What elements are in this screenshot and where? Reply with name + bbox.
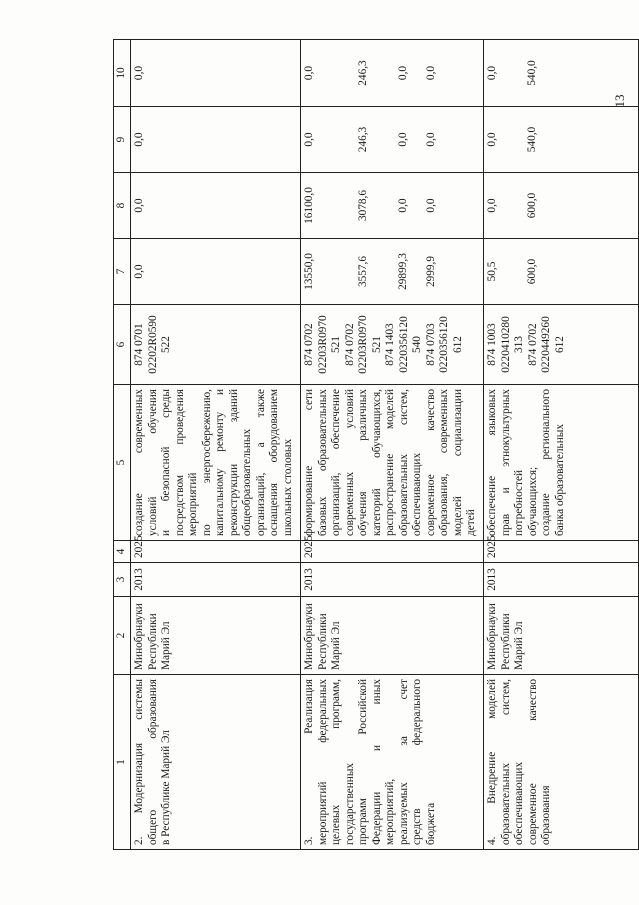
result-line: формирование сети	[303, 389, 315, 536]
amount-value: 600,0	[526, 192, 538, 219]
result-line: по энергосбережению,	[200, 389, 213, 536]
executor-cell	[131, 597, 301, 675]
amount-value: 0,0	[397, 132, 409, 147]
start-year-cell: 2013	[301, 563, 484, 597]
budget-code-line: 612	[451, 336, 464, 353]
amount-value: 0,0	[133, 65, 145, 81]
amount-value: 0,0	[133, 198, 145, 213]
activity-name-line: мероприятий федеральных	[316, 679, 329, 845]
col-header-8: 8	[114, 173, 131, 239]
col-header-5: 5	[114, 385, 131, 541]
budget-code-line: 874 0702	[343, 323, 356, 366]
amount-value: 2999,9	[425, 255, 437, 288]
value-cell-col9	[301, 107, 484, 173]
table-row	[484, 40, 639, 850]
executor-line: Минобрнауки	[303, 603, 315, 670]
result-line: потребностей	[513, 469, 525, 536]
amount-value: 0,0	[486, 132, 498, 147]
result-line: капитальному ремонту и	[214, 389, 226, 536]
budget-code-line: 0220410280	[499, 316, 512, 373]
amount-value: 540,0	[526, 126, 538, 153]
result-line: обеспечивающих	[411, 452, 423, 536]
amount-value: 50,5	[486, 261, 498, 282]
result-line: современное качество	[424, 389, 437, 536]
amount-value: 3557,6	[357, 255, 369, 288]
amount-value: 0,0	[425, 65, 437, 81]
activity-name-line: образовательных систем,	[499, 679, 512, 845]
budget-code-line: 522	[160, 336, 172, 353]
result-line: категорий обучающихся,	[370, 389, 383, 536]
budget-code-line: 0220356120	[438, 316, 450, 373]
executor-line: Марий Эл	[160, 621, 172, 670]
amount-value: 29899,3	[397, 253, 409, 290]
table-row	[301, 40, 484, 850]
value-cell-col8	[301, 173, 484, 239]
result-line: распространение моделей	[384, 389, 396, 536]
table-row	[131, 40, 301, 850]
value-cell-col10	[131, 40, 301, 107]
result-line: мероприятий	[187, 472, 199, 536]
value-cell-col8	[131, 173, 301, 239]
amount-value: 540,0	[526, 60, 538, 86]
col-header-10: 10	[114, 40, 131, 107]
budget-code-line: 874 0701	[133, 323, 145, 366]
activity-name-line: государственных	[343, 762, 356, 845]
activity-name-cell	[131, 675, 301, 850]
col-header-6: 6	[114, 305, 131, 385]
amount-value: 16100,0	[303, 187, 315, 224]
executor-line: Республики	[499, 613, 512, 670]
amount-value: 0,0	[425, 132, 437, 147]
activity-name-line: обеспечивающих	[513, 761, 525, 845]
result-line: общеобразовательных	[241, 428, 253, 536]
result-line: и безопасной среды	[160, 389, 172, 536]
col-header-1: 1	[114, 675, 131, 850]
budget-code-line: 612	[553, 336, 566, 353]
result-line: организаций, обеспечение	[330, 389, 342, 536]
result-line: обучающихся;	[526, 466, 539, 536]
activity-name-line: бюджета	[424, 802, 437, 845]
end-year-cell: 2025	[301, 541, 484, 563]
expected-result-cell	[484, 385, 639, 541]
executor-line: Марий Эл	[330, 621, 342, 670]
header-row	[114, 40, 131, 850]
budget-code-line: 02203R0970	[316, 315, 329, 374]
amount-value: 0,0	[425, 198, 437, 213]
budget-code-line: 874 1003	[486, 323, 498, 366]
budget-code-cell	[484, 305, 639, 385]
executor-line: Минобрнауки	[486, 603, 498, 670]
executor-line: Марий Эл	[513, 621, 525, 670]
end-year-cell: 2025	[484, 541, 639, 563]
amount-value: 0,0	[303, 132, 315, 147]
activity-name-cell	[484, 675, 639, 850]
budget-code-line: 313	[513, 336, 525, 353]
col-header-9: 9	[114, 107, 131, 173]
value-cell-col10	[301, 40, 484, 107]
program-table	[113, 39, 639, 850]
executor-line: Республики	[146, 613, 159, 670]
result-line: создание современных	[133, 389, 145, 536]
activity-name-line: реализуемых за счет	[397, 679, 410, 845]
expected-result-cell	[131, 385, 301, 541]
budget-code-line: 521	[370, 336, 383, 353]
activity-name-line: современное качество	[526, 679, 539, 845]
result-line: образовательных систем,	[397, 389, 410, 536]
result-line: реконструкции зданий	[227, 389, 240, 536]
result-line: обучения различных	[357, 389, 369, 536]
result-line: школьных столовых	[281, 438, 294, 536]
result-line: оснащения оборудованием	[268, 389, 280, 536]
budget-code-cell	[131, 305, 301, 385]
start-year-cell: 2013	[484, 563, 639, 597]
activity-name-cell	[301, 675, 484, 850]
activity-name-line: 3. Реализация	[303, 679, 315, 845]
activity-name-line: мероприятий,	[384, 778, 396, 845]
activity-name-line: Федерации и иных	[370, 679, 383, 845]
activity-name-line: образования	[540, 785, 552, 845]
amount-value: 0,0	[486, 198, 498, 213]
value-cell-col7	[301, 239, 484, 305]
amount-value: 0,0	[133, 264, 145, 279]
budget-code-line: 0220356120	[397, 316, 410, 373]
budget-code-line: 874 0702	[303, 323, 315, 366]
col-header-2: 2	[114, 597, 131, 675]
budget-code-line: 0220449260	[540, 316, 552, 373]
result-line: обеспечение языковых	[486, 389, 498, 536]
executor-cell	[301, 597, 484, 675]
budget-code-line: 874 0702	[526, 323, 539, 366]
executor-cell	[484, 597, 639, 675]
result-line: посредством проведения	[173, 389, 186, 536]
value-cell-col10	[484, 40, 639, 107]
executor-line: Минобрнауки	[133, 603, 145, 670]
result-line: условий обучения	[146, 389, 159, 536]
value-cell-col8	[484, 173, 639, 239]
amount-value: 600,0	[526, 258, 538, 285]
result-line: образования, современных	[438, 389, 450, 536]
activity-name-line: в Республике Марий Эл	[160, 730, 172, 845]
amount-value: 0,0	[397, 198, 409, 213]
col-header-7: 7	[114, 239, 131, 305]
rotated-table-wrapper	[113, 40, 639, 850]
result-line: прав и этнокультурных	[499, 389, 512, 536]
page-number: 13	[612, 94, 627, 108]
budget-code-line: 02203R0970	[357, 315, 369, 374]
activity-name-line: средств федерального	[411, 679, 423, 845]
amount-value: 13550,0	[303, 253, 315, 290]
amount-value: 3078,6	[357, 189, 369, 222]
result-line: банка образовательных	[553, 424, 566, 536]
end-year-cell: 2025	[131, 541, 301, 563]
amount-value: 0,0	[486, 65, 498, 81]
budget-code-line: 521	[330, 336, 342, 353]
activity-name-line: 4. Внедрение моделей	[486, 679, 498, 845]
amount-value: 0,0	[397, 65, 409, 81]
budget-code-line: 874 0703	[424, 323, 437, 366]
amount-value: 0,0	[133, 132, 145, 147]
expected-result-cell	[301, 385, 484, 541]
result-line: организаций, а также	[254, 389, 267, 536]
amount-value: 0,0	[303, 65, 315, 81]
executor-line: Республики	[316, 613, 329, 670]
result-line: детей	[465, 509, 477, 536]
start-year-cell: 2013	[131, 563, 301, 597]
value-cell-col7	[131, 239, 301, 305]
value-cell-col7	[484, 239, 639, 305]
col-header-3: 3	[114, 563, 131, 597]
activity-name-line: целевых программ,	[330, 679, 342, 845]
result-line: современных условий	[343, 389, 356, 536]
amount-value: 246,3	[357, 60, 369, 86]
value-cell-col9	[484, 107, 639, 173]
result-line: базовых образовательных	[316, 389, 329, 536]
result-line: создание регионального	[540, 389, 552, 536]
activity-name-line: общего образования	[146, 679, 159, 845]
activity-name-line: программ Российской	[357, 679, 369, 845]
col-header-4: 4	[114, 541, 131, 563]
value-cell-col9	[131, 107, 301, 173]
budget-code-line: 02202R0590	[146, 315, 159, 374]
budget-code-line: 540	[411, 336, 423, 353]
activity-name-line: 2. Модернизация системы	[133, 679, 145, 845]
result-line: моделей социализации	[451, 389, 464, 536]
budget-code-cell	[301, 305, 484, 385]
amount-value: 246,3	[357, 126, 369, 153]
budget-code-line: 874 1403	[384, 323, 396, 366]
